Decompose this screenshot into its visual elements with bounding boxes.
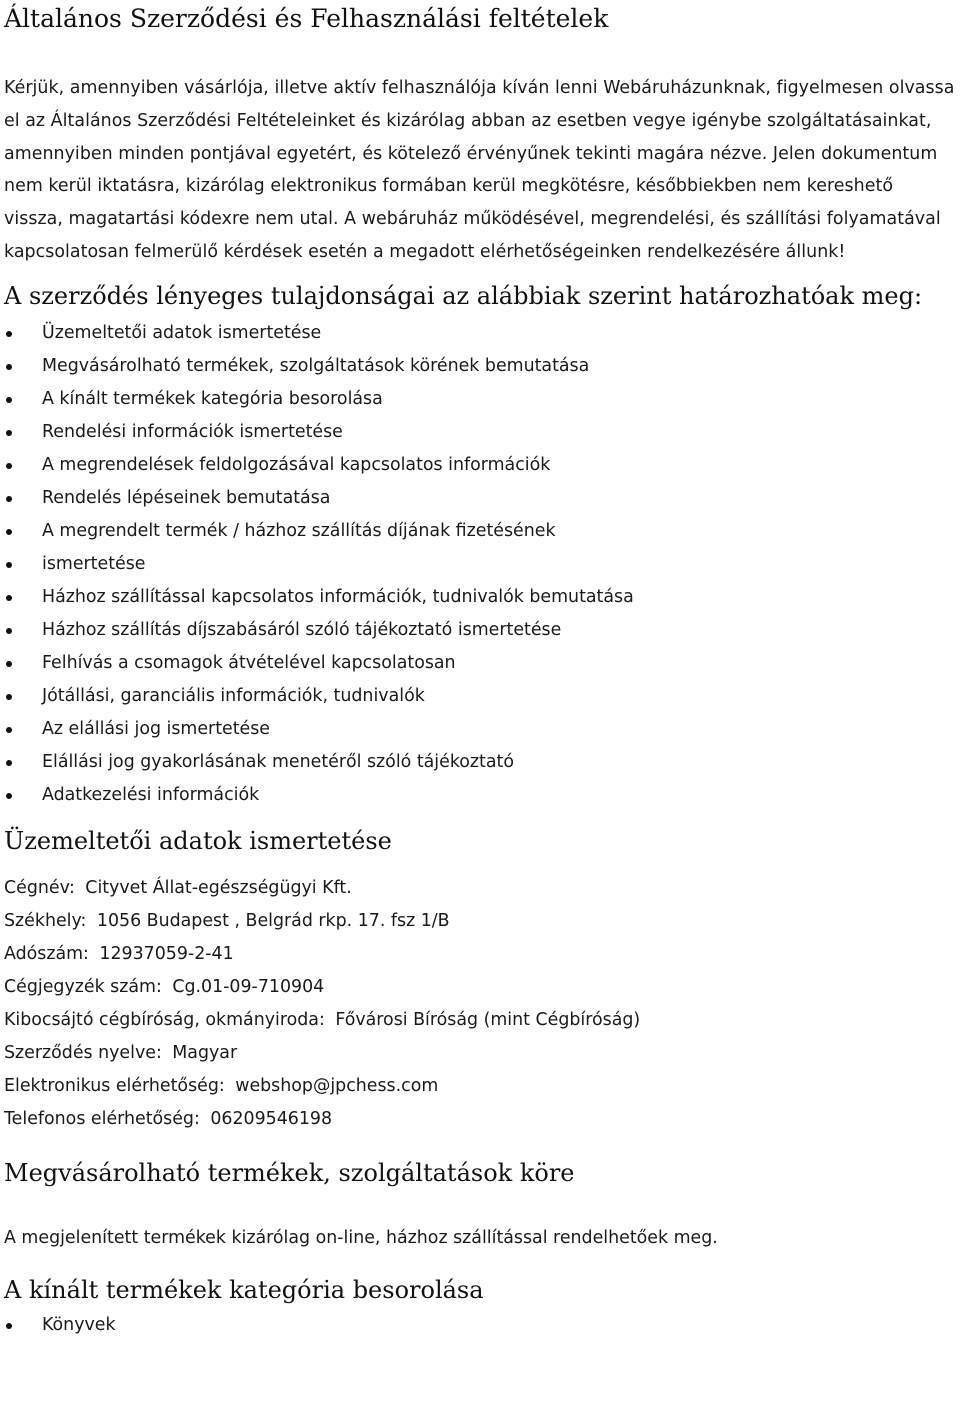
- category-list: [4, 1309, 956, 1342]
- operator-info: [4, 872, 956, 1136]
- list-item: Elállási jog gyakorlásának menetéről szóló tájékoztató: [4, 746, 956, 779]
- list-item: Rendelés lépéseinek bemutatása: [4, 482, 956, 515]
- list-item: Házhoz szállítással kapcsolatos információk, tudnivalók bemutatása: [4, 581, 956, 614]
- list-item: Rendelési információk ismertetése: [4, 416, 956, 449]
- company-label: Cégnév:: [4, 877, 75, 898]
- tax-row: [4, 938, 956, 971]
- products-paragraph: A megjelenített termékek kizárólag on-line, házhoz szállítással rendelhetőek meg.: [4, 1227, 718, 1248]
- court-row: [4, 1004, 956, 1037]
- properties-heading: A szerződés lényeges tulajdonságai az alábbiak szerint határozhatóak meg:: [4, 281, 923, 310]
- list-item: Megvásárolható termékek, szolgáltatások körének bemutatása: [4, 350, 956, 383]
- company-value: Cityvet Állat-egészségügyi Kft.: [85, 877, 352, 898]
- email-row: [4, 1070, 956, 1103]
- language-label: Szerződés nyelve:: [4, 1042, 162, 1063]
- registration-row: [4, 971, 956, 1004]
- seat-label: Székhely:: [4, 910, 87, 931]
- registration-label: Cégjegyzék szám:: [4, 976, 162, 997]
- list-item: A kínált termékek kategória besorolása: [4, 383, 956, 416]
- list-item: A megrendelések feldolgozásával kapcsolatos információk: [4, 449, 956, 482]
- properties-list: [4, 317, 956, 812]
- seat-row: [4, 905, 956, 938]
- intro-paragraph: Kérjük, amennyiben vásárlója, illetve aktív felhasználója kíván lenni Webáruházunknak, figyelmesen olvassa el az Általános Szerződési Feltételeinket és kizárólag abban az esetben vegye igénybe szolgáltatásainkat, amennyiben minden pontjával egyetért, és kötelező érvényűnek tekinti magára nézve. Jelen dokumentum nem kerül iktatásra, kizárólag elektronikus formában kerül megkötésre, későbbiekben nem kereshető vissza, magatartási kódexre nem utal. A webáruház működésével, megrendelési, és szállítási folyamatával kapcsolatosan felmerülő kérdések esetén a megadott elérhetőségeinken rendelkezésére állunk!: [4, 78, 955, 262]
- phone-value: 06209546198: [210, 1108, 333, 1129]
- court-label: Kibocsájtó cégbíróság, okmányiroda:: [4, 1009, 325, 1030]
- category-heading: A kínált termékek kategória besorolása: [4, 1275, 484, 1304]
- court-value: Fővárosi Bíróság (mint Cégbíróság): [335, 1009, 641, 1030]
- email-label: Elektronikus elérhetőség:: [4, 1075, 225, 1096]
- list-item: Házhoz szállítás díjszabásáról szóló tájékoztató ismertetése: [4, 614, 956, 647]
- list-item: Az elállási jog ismertetése: [4, 713, 956, 746]
- list-item: Üzemeltetői adatok ismertetése: [4, 317, 956, 350]
- phone-row: [4, 1103, 956, 1136]
- language-row: [4, 1037, 956, 1070]
- phone-label: Telefonos elérhetőség:: [4, 1108, 200, 1129]
- seat-value: 1056 Budapest , Belgrád rkp. 17. fsz 1/B: [96, 910, 450, 931]
- registration-value: Cg.01-09-710904: [172, 976, 325, 997]
- email-value: webshop@jpchess.com: [235, 1075, 439, 1096]
- list-item: Adatkezelési információk: [4, 779, 956, 812]
- list-item: ismertetése: [4, 548, 956, 581]
- tax-label: Adószám:: [4, 943, 89, 964]
- list-item: Könyvek: [4, 1309, 956, 1342]
- list-item: A megrendelt termék / házhoz szállítás díjának fizetésének: [4, 515, 956, 548]
- operator-heading: Üzemeltetői adatok ismertetése: [4, 826, 392, 855]
- company-row: [4, 872, 956, 905]
- tax-value: 12937059-2-41: [99, 943, 234, 964]
- list-item: Jótállási, garanciális információk, tudnivalók: [4, 680, 956, 713]
- document-title: Általános Szerződési és Felhasználási feltételek: [4, 4, 609, 33]
- list-item: Felhívás a csomagok átvételével kapcsolatosan: [4, 647, 956, 680]
- products-heading: Megvásárolható termékek, szolgáltatások köre: [4, 1158, 575, 1187]
- language-value: Magyar: [172, 1042, 238, 1063]
